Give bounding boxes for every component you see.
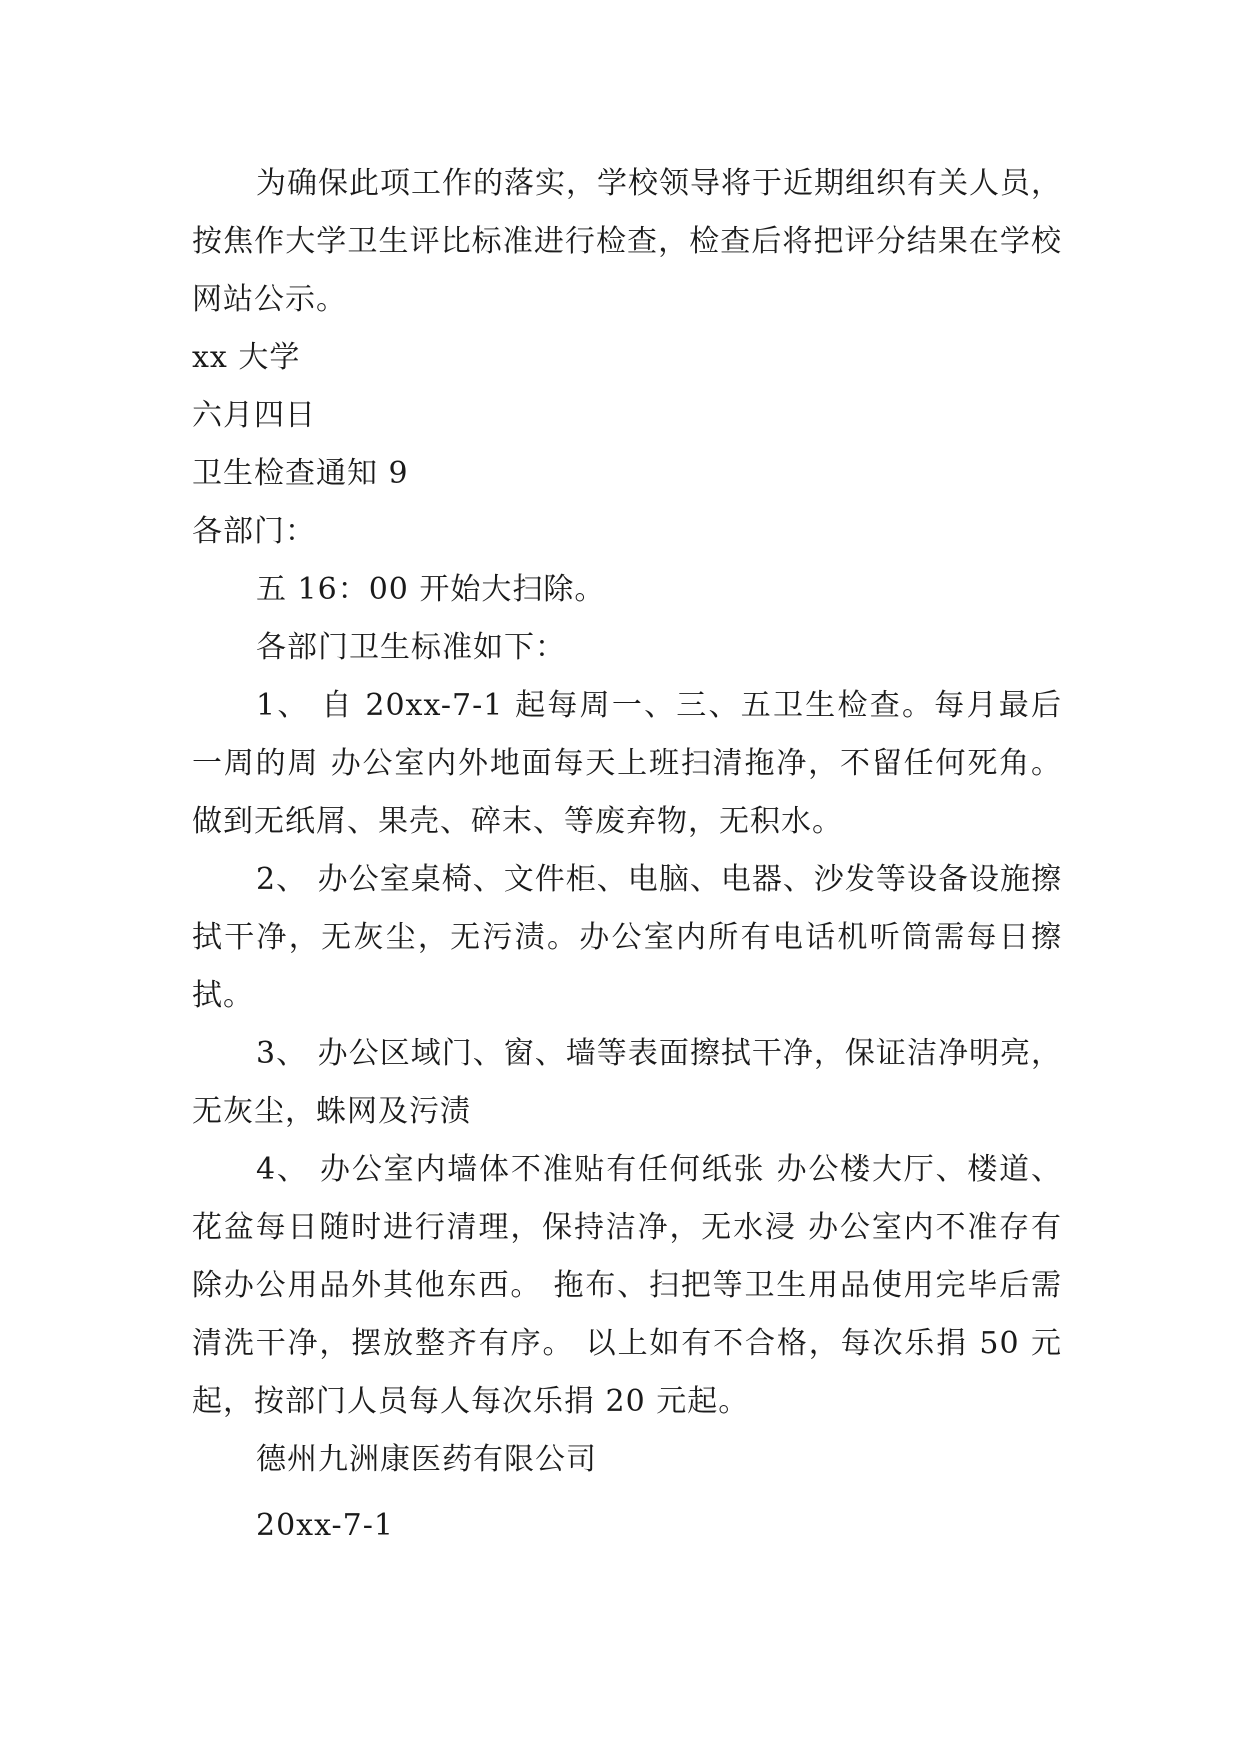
- standard-item-2: 2、 办公室桌椅、文件柜、电脑、电器、沙发等设备设施擦拭干净，无灰尘，无污渍。办公室内所有电话机听筒需每日擦拭。: [192, 862, 1062, 1013]
- intro-paragraph: 为确保此项工作的落实，学校领导将于近期组织有关人员，按焦作大学卫生评比标准进行检查，检查后将把评分结果在学校网站公示。: [192, 166, 1062, 317]
- company-name: 德州九洲康医药有限公司: [256, 1442, 597, 1477]
- document-date: 20xx-7-1: [256, 1508, 394, 1543]
- standard-item-1: 1、 自 20xx-7-1 起每周一、三、五卫生检查。每月最后一周的周 办公室内外地面每天上班扫清拖净，不留任何死角。做到无纸屑、果壳、碎末、等废弃物，无积水。: [192, 688, 1062, 839]
- standard-item-4: 4、 办公室内墙体不准贴有任何纸张 办公楼大厅、楼道、花盆每日随时进行清理，保持洁净，无水浸 办公室内不准存有除办公用品外其他东西。 拖布、扫把等卫生用品使用完毕后需清洗干净，摆放整齐有序。 以上如有不合格，每次乐捐 50 元起，按部门人员每人每次乐捐 20 元起。: [192, 1152, 1062, 1419]
- document-body: [192, 155, 1062, 1555]
- signature-date: 六月四日: [192, 398, 316, 433]
- standards-intro: 各部门卫生标准如下：: [256, 630, 566, 665]
- salutation: 各部门：: [192, 514, 316, 549]
- standard-item-3: 3、 办公区域门、窗、墙等表面擦拭干净，保证洁净明亮，无灰尘，蛛网及污渍: [192, 1036, 1062, 1129]
- notice-title: 卫生检查通知 9: [192, 456, 409, 491]
- cleaning-time: 五 16：00 开始大扫除。: [256, 572, 606, 607]
- signature-org: xx 大学: [192, 340, 301, 375]
